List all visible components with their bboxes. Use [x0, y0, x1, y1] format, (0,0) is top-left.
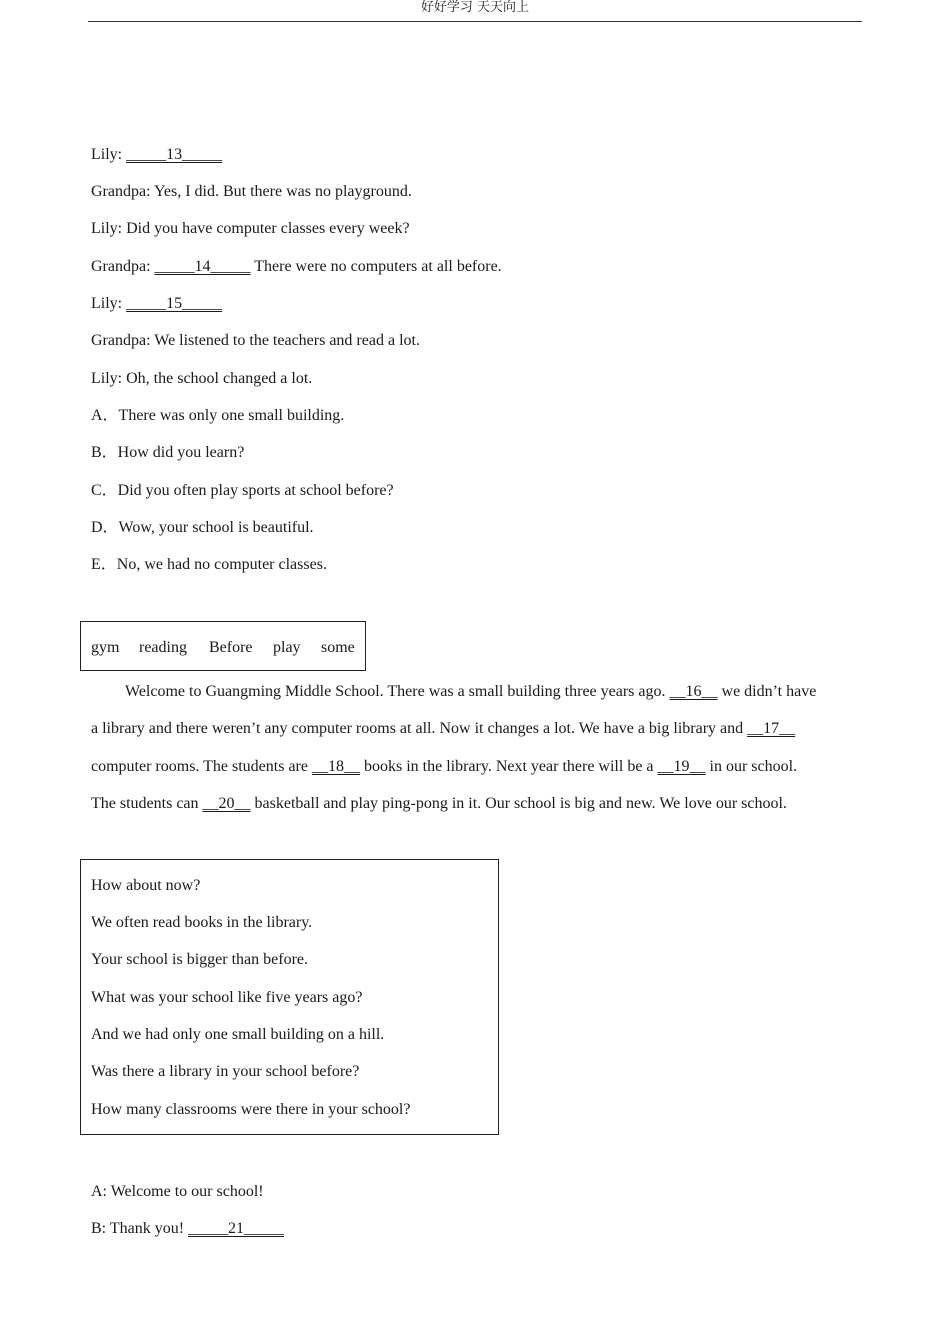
dialogue-line: A: Welcome to our school! [91, 1183, 264, 1200]
option-d: D．Wow, your school is beautiful. [91, 519, 314, 536]
blank-14[interactable]: _____14_____ [154, 258, 251, 275]
sentence-option: And we had only one small building on a hill. [91, 1026, 385, 1043]
sentence-option: How many classrooms were there in your school? [91, 1101, 411, 1118]
dialogue-line-21: B: Thank you! _____21_____ [91, 1220, 285, 1237]
word-bank-item: Before [209, 639, 253, 656]
passage-line: a library and there weren’t any computer rooms at all. Now it changes a lot. We have a big library and __17__ [91, 720, 796, 737]
word-bank-item: play [273, 639, 301, 656]
dialogue-line: Lily: Oh, the school changed a lot. [91, 370, 313, 387]
sentence-bank-box [80, 859, 499, 1135]
dialogue-line: Lily: Did you have computer classes every week? [91, 220, 410, 237]
dialogue-line-15: Lily: _____15_____ [91, 295, 223, 312]
dialogue-line-13: Lily: _____13_____ [91, 146, 223, 163]
sentence-option: Was there a library in your school before? [91, 1063, 360, 1080]
blank-16[interactable]: __16__ [669, 683, 718, 700]
sentence-option: We often read books in the library. [91, 914, 313, 931]
dialogue-line: Grandpa: We listened to the teachers and read a lot. [91, 332, 420, 349]
option-b: B．How did you learn? [91, 444, 245, 461]
option-a: A．There was only one small building. [91, 407, 345, 424]
word-bank-item: reading [139, 639, 187, 656]
sentence-option: What was your school like five years ago? [91, 989, 363, 1006]
option-e: E．No, we had no computer classes. [91, 556, 327, 573]
passage-line: Welcome to Guangming Middle School. There was a small building three years ago. __16__ we didn’t have [125, 683, 817, 700]
word-bank-box [80, 621, 366, 671]
option-c: C．Did you often play sports at school before? [91, 482, 394, 499]
blank-20[interactable]: __20__ [202, 795, 251, 812]
word-bank-item: gym [91, 639, 120, 656]
dialogue-line-14: Grandpa: _____14_____ There were no computers at all before. [91, 258, 502, 275]
blank-17[interactable]: __17__ [747, 720, 796, 737]
sentence-option: Your school is bigger than before. [91, 951, 309, 968]
sentence-option: How about now? [91, 877, 201, 894]
word-bank-item: some [321, 639, 355, 656]
dialogue-line: Grandpa: Yes, I did. But there was no playground. [91, 183, 412, 200]
blank-15[interactable]: _____15_____ [126, 295, 223, 312]
blank-13[interactable]: _____13_____ [126, 146, 223, 163]
blank-19[interactable]: __19__ [657, 758, 706, 775]
passage-line: The students can __20__ basketball and play ping-pong in it. Our school is big and new. We love our school. [91, 795, 787, 812]
page-header: 好好学习 天天向上 [88, 0, 862, 22]
blank-21[interactable]: _____21_____ [188, 1220, 285, 1237]
passage-line: computer rooms. The students are __18__ books in the library. Next year there will be a __19__ in our school. [91, 758, 798, 775]
blank-18[interactable]: __18__ [311, 758, 360, 775]
